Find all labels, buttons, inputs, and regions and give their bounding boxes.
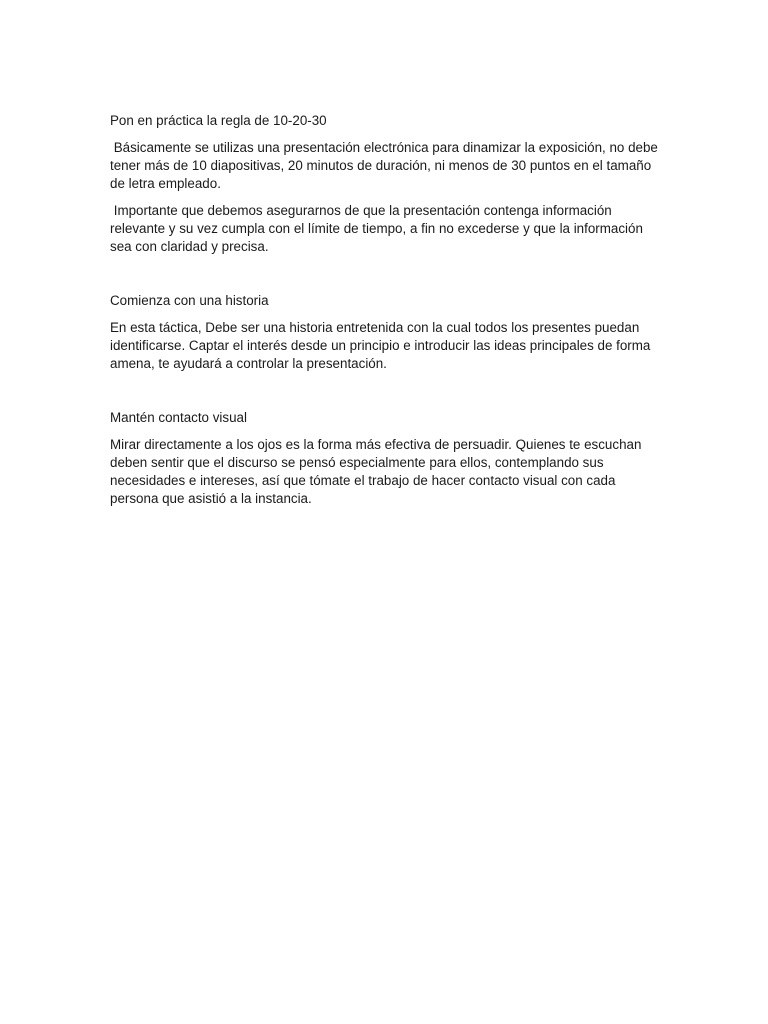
section-heading: Mantén contacto visual	[110, 410, 247, 425]
section-contacto-visual	[110, 409, 662, 508]
paragraph: Básicamente se utilizas una presentación electrónica para dinamizar la exposición, no debe tener más de 10 diapositivas, 20 minutos de duración, ni menos de 30 puntos en el tamaño de letra empleado.	[110, 140, 662, 191]
section-comienza-historia	[110, 292, 662, 373]
paragraph: Importante que debemos asegurarnos de que la presentación contenga información relevante y su vez cumpla con el límite de tiempo, a fin no excederse y que la información sea con claridad y precisa.	[110, 203, 647, 254]
document-body	[110, 112, 662, 517]
section-regla-10-20-30	[110, 112, 662, 256]
section-heading: Comienza con una historia	[110, 293, 269, 308]
section-heading: Pon en práctica la regla de 10-20-30	[110, 113, 327, 128]
paragraph: En esta táctica, Debe ser una historia entretenida con la cual todos los presentes puedan identificarse. Captar el interés desde un principio e introducir las ideas principales de forma amena, te ayudará a controlar la presentación.	[110, 320, 655, 371]
paragraph: Mirar directamente a los ojos es la forma más efectiva de persuadir. Quienes te escuchan deben sentir que el discurso se pensó especialmente para ellos, contemplando sus necesidades e intereses, así que tómate el trabajo de hacer contacto visual con cada persona que asistió a la instancia.	[110, 437, 646, 506]
